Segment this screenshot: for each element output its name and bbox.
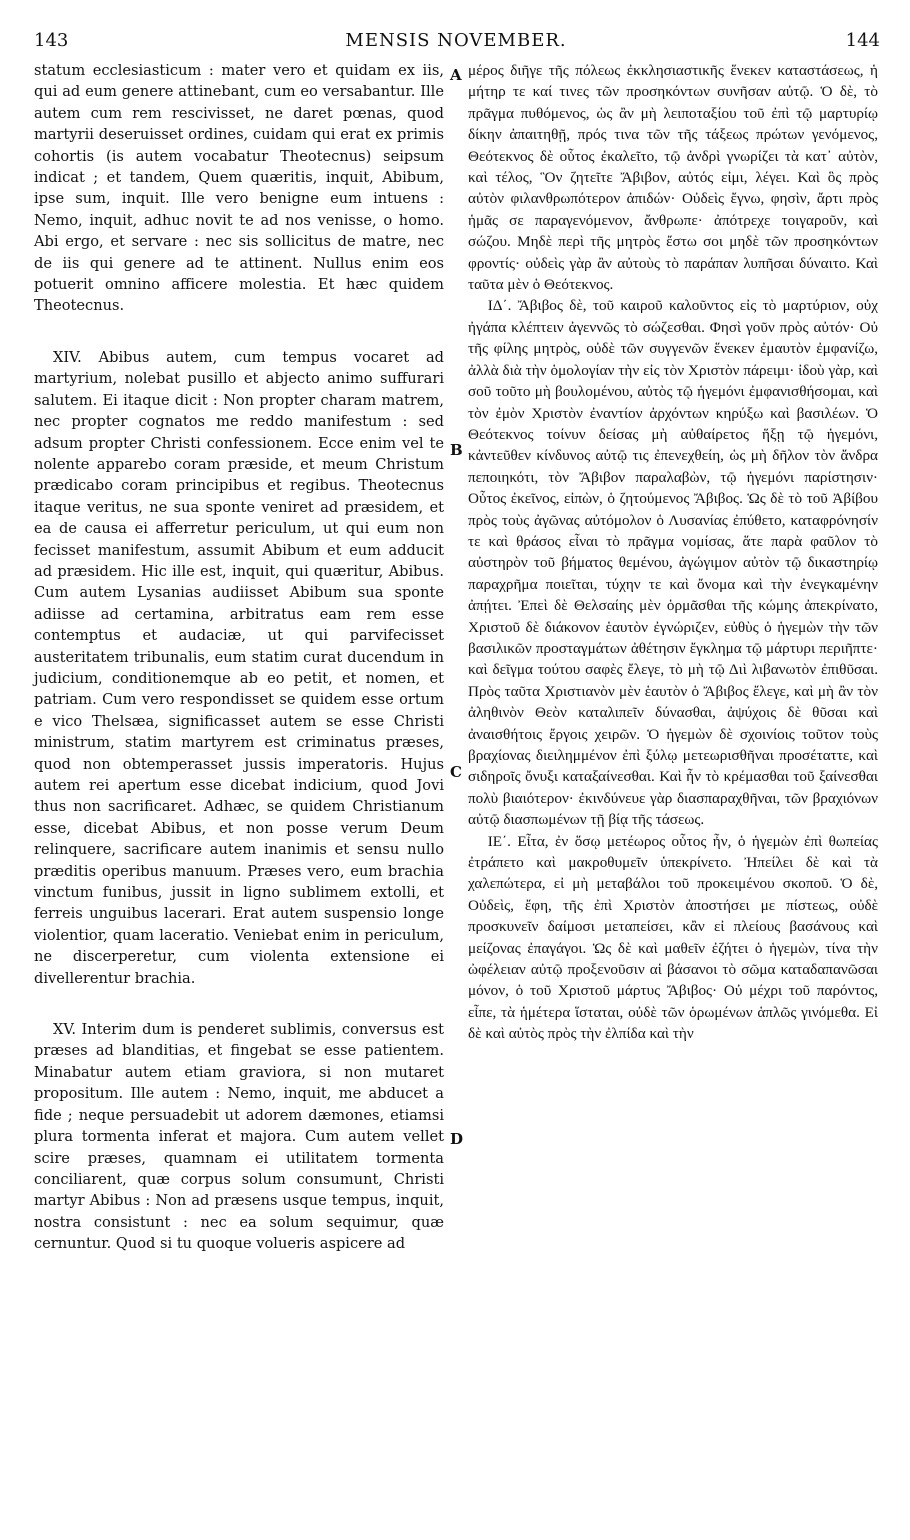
latin-paragraph-1: statum ecclesiasticum : mater vero et quidam ex iis, qui ad eum genere attinebant, cum eo versabantur. Ille autem cum rem rescivisset, ne daret pœnas, quod martyrii deseruisset ordines, cuidam qui erat ex primis cohortis (is autem vocabatur Theotecnus) seipsum indicat ; et tandem, Quem quæritis, inquit, Abibum, ipse sum, inquit. Ille vero benigne eum intuens : Nemo, inquit, adhuc novit te ad nos venisse, o homo. Abi ergo, et servare : nec sis sollicitus de matre, nec de iis qui genere ad te attinent. Nullus enim eos potuerit omnino afficere molestia. Et hæc quidem Theotecnus. [34, 62, 444, 315]
margin-marker-d: D [450, 1130, 464, 1148]
latin-paragraph-xiv: XIV. Abibus autem, cum tempus vocaret ad martyrium, nolebat pusillo et abjecto animo suffurari salutem. Ei itaque dicit : Non propter charam matrem, nec propter cognatos me reddo manifestum : sed adsum propter Christi confessionem. Ecce enim vel te nolente apparebo coram præside, et meum Christum prædicabo coram principibus et regibus. Theotecnus itaque veritus, ne sua sponte veniret ad præsidem, et ea de causa ei afferretur periculum, ut qui eum non fecisset manifestum, assumit Abibum et eum adducit ad præsidem. Hic ille est, inquit, qui quæritur, Abibus. Cum autem Lysanias audiisset Abibum sua sponte adiisse ad certamina, arbitratus eam rem esse contemptus et audaciæ, ut qui parvifecisset austeritatem tribunalis, eum statim curat ducendum in judicium, conditionemque ab eo petit, et nomen, et patriam. Cum vero respondisset se quidem esse ortum e vico Thelsæa, significasset autem se esse Christi ministrum, statim martyrem est criminatus præses, quod non obtemperasset jussis imperatoris. Hujus autem rei apertum esse dicebat indicium, quod Jovi thus non sacrificaret. Adhæc, se quidem Christianum esse, dicebat Abibus, et non posse verum Deum relinquere, sacrificare autem inanimis et sensu nullo præditis operibus manuum. Præses vero, eum brachia vinctum funibus, jussit in ligno sublimem extolli, et ferreis unguibus lacerari. Erat autem suspensio longe violentior, quam laceratio. Veniebat enim in periculum, ne discerperetur, cum violenta extensione ei divellerentur brachia. [34, 348, 444, 987]
latin-paragraph-xv: XV. Interim dum is penderet sublimis, conversus est præses ad blanditias, et fingebat se esse patientem. Minabatur autem etiam graviora, si non mutaret propositum. Ille autem : Nemo, inquit, me abducet a fide ; neque persuadebit ut adorem dæmones, etiamsi plura tormenta inferat et majora. Cum autem vellet scire præses, quamnam ei utilitatem tormenta conciliarent, quæ corpus solum consumunt, Christi martyr Abibus : Non ad præsens usque tempus, inquit, nostra consistunt : nec ea solum sequimur, quæ cernuntur. Quod si tu quoque volueris aspicere ad [34, 1021, 444, 1253]
margin-marker-c: C [450, 763, 462, 781]
page-number-right: 144 [845, 30, 880, 51]
page-number-left: 143 [34, 30, 69, 51]
running-title: MENSIS NOVEMBER. [345, 30, 567, 51]
greek-column [468, 60, 878, 1045]
latin-column [34, 60, 444, 1255]
margin-marker-a: A [450, 66, 462, 84]
page-header [30, 30, 882, 60]
margin-marker-b: B [450, 441, 463, 459]
greek-paragraph-1: μέρος διῆγε τῆς πόλεως ἐκκλησιαστικῆς ἕνεκεν καταστάσεως, ἡ μήτηρ τε καί τινες τῶν προσηκόντων συνῆσαν αὐτῷ. Ὁ δὲ, τὸ πρᾶγμα πυθόμενος, ὡς ἂν μὴ λειποταξίου τοῦ ἐπὶ τῷ μαρτυρίῳ δίκην ἀπαιτηθῇ, πρός τινα τῶν τῆς τάξεως πρώτων γενόμενος, Θεότεκνος δὲ οὗτος ἐκαλεῖτο, τῷ ἀνδρὶ γνωρίζει τὰ κατ᾽ αὐτὸν, καὶ τέλος, Ὃν ζητεῖτε Ἄβιβον, αὐτός εἰμι, λέγει. Καὶ ὃς πρὸς αὐτὸν φιλανθρωπότερον ἀπιδών· Οὐδεὶς ἔγνω, φησὶν, ἄρτι πρὸς ἡμᾶς σε παραγενόμενον, ἄνθρωπε· ἀπότρεχε τοιγαροῦν, καὶ σώζου. Μηδὲ περὶ τῆς μητρὸς ἔστω σοι μηδὲ τῶν προσηκόντων φροντίς· οὐδεὶς γὰρ ἂν αὐτοὺς τὸ παράπαν λυπῆσαι δύναιτο. Καὶ ταῦτα μὲν ὁ Θεότεκνος. [468, 62, 878, 294]
paragraph-gap [34, 317, 444, 347]
greek-paragraph-xiv: ΙΔ΄. Ἄβιβος δὲ, τοῦ καιροῦ καλοῦντος εἰς τὸ μαρτύριον, οὐχ ἠγάπα κλέπτειν ἀγεννῶς τὸ σώζεσθαι. Φησὶ γοῦν πρὸς αὐτόν· Οὐ τῆς φίλης μητρὸς, οὐδὲ τῶν συγγενῶν ἕνεκεν ἐμαυτὸν ἐμφανίζω, ἀλλὰ διὰ τὴν ὁμολογίαν τὴν εἰς τὸν Χριστὸν πάρειμι· ἰδοὺ γὰρ, καὶ σοῦ τοῦτο μὴ βουλομένου, αὐτὸς τῷ ἡγεμόνι ἐμφανισθήσομαι, καὶ τὸν ἐμὸν Χριστὸν ἐναντίον ἀρχόντων κηρύξω καὶ βασιλέων. Ὁ Θεότεκνος τοίνυν δείσας μὴ αὐθαίρετος ἥξῃ τῷ ἡγεμόνι, κἀντεῦθεν κίνδυνος αὐτῷ τις ἐπενεχθείη, ὡς μὴ δῆλον τὸν ἄνδρα πεποιηκότι, τὸν Ἄβιβον παραλαβὼν, τῷ ἡγεμόνι παρίστησιν· Οὗτος ἐκεῖνος, εἰπὼν, ὁ ζητούμενος Ἄβιβος. Ὡς δὲ τὸ τοῦ Ἀβίβου πρὸς τοὺς ἀγῶνας αὐτόμολον ὁ Λυσανίας ἐπύθετο, καταφρόνησίν τε καὶ θράσος εἶναι τὸ πρᾶγμα νομίσας, ἅτε παρὰ φαῦλον τὸ αὐστηρὸν τοῦ βήματος θεμένου, ἀγώγιμον αὐτὸν τῷ δικαστηρίῳ παραχρῆμα ποιεῖται, τύχην τε καὶ ὄνομα καὶ τὴν ἐνεγκαμένην ἀπῄτει. Ἐπεὶ δὲ Θελσαίης μὲν ὁρμᾶσθαι τῆς κώμης ἀπεκρίνατο, Χριστοῦ δὲ διάκονον ἑαυτὸν ἐγνώριζεν, εὐθὺς ὁ ἡγεμὼν τὴν τῶν βασιλικῶν προσταγμάτων ἀθέτησιν ἔγκλημα τῷ μάρτυρι περιῆπτε· καὶ δεῖγμα τούτου σαφὲς ἔλεγε, τὸ μὴ τῷ Διὶ λιβανωτὸν ἐπιθῦσαι. Πρὸς ταῦτα Χριστιανὸν μὲν ἑαυτὸν ὁ Ἄβιβος ἔλεγε, καὶ μὴ ἂν τὸν ἀληθινὸν Θεὸν καταλιπεῖν δύνασθαι, ἀψύχοις δὲ θῦσαι καὶ ἀναισθήτοις ἔργοις χειρῶν. Ὁ ἡγεμὼν δὲ σχοινίοις τοῦτον τοὺς βραχίονας διειλημμένον ἐπὶ ξύλῳ μετεωρισθῆναι προσέταττε, καὶ σιδηροῖς ὄνυξι καταξαίνεσθαι. Καὶ ἦν τὸ κρέμασθαι τοῦ ξαίνεσθαι πολὺ βιαιότερον· ἐκινδύνευε γὰρ διασπαραχθῆναι, τῶν βραχιόνων αὐτῷ διασπωμένων τῇ βίᾳ τῆς τάσεως. [468, 297, 878, 829]
paragraph-gap [34, 989, 444, 1019]
greek-paragraph-xv: ΙΕ΄. Εἶτα, ἐν ὅσῳ μετέωρος οὗτος ἦν, ὁ ἡγεμὼν ἐπὶ θωπείας ἐτράπετο καὶ μακροθυμεῖν ὑπεκρίνετο. Ἠπείλει δὲ καὶ τὰ χαλεπώτερα, εἰ μὴ μεταβάλοι τοῦ προκειμένου σκοποῦ. Ὁ δὲ, Οὐδεὶς, ἔφη, τῆς ἐπὶ Χριστὸν ἀποστήσει με πίστεως, οὐδὲ προσκυνεῖν δαίμοσι μεταπείσει, κἂν εἰ πλείους βασάνους καὶ μείζονας ἐπαγάγοι. Ὡς δὲ καὶ μαθεῖν ἐζήτει ὁ ἡγεμὼν, τίνα τὴν ὠφέλειαν αὐτῷ προξενοῦσιν αἱ βάσανοι τὸ σῶμα καταδαπανῶσαι μόνον, ὁ τοῦ Χριστοῦ μάρτυς Ἄβιβος· Οὐ μέχρι τοῦ παρόντος, εἶπε, τὰ ἡμέτερα ἵσταται, οὐδὲ τῶν ὁρωμένων ἁπλῶς γινόμεθα. Εἰ δὲ καὶ αὐτὸς πρὸς τὴν ἐλπίδα καὶ τὴν [468, 832, 878, 1043]
